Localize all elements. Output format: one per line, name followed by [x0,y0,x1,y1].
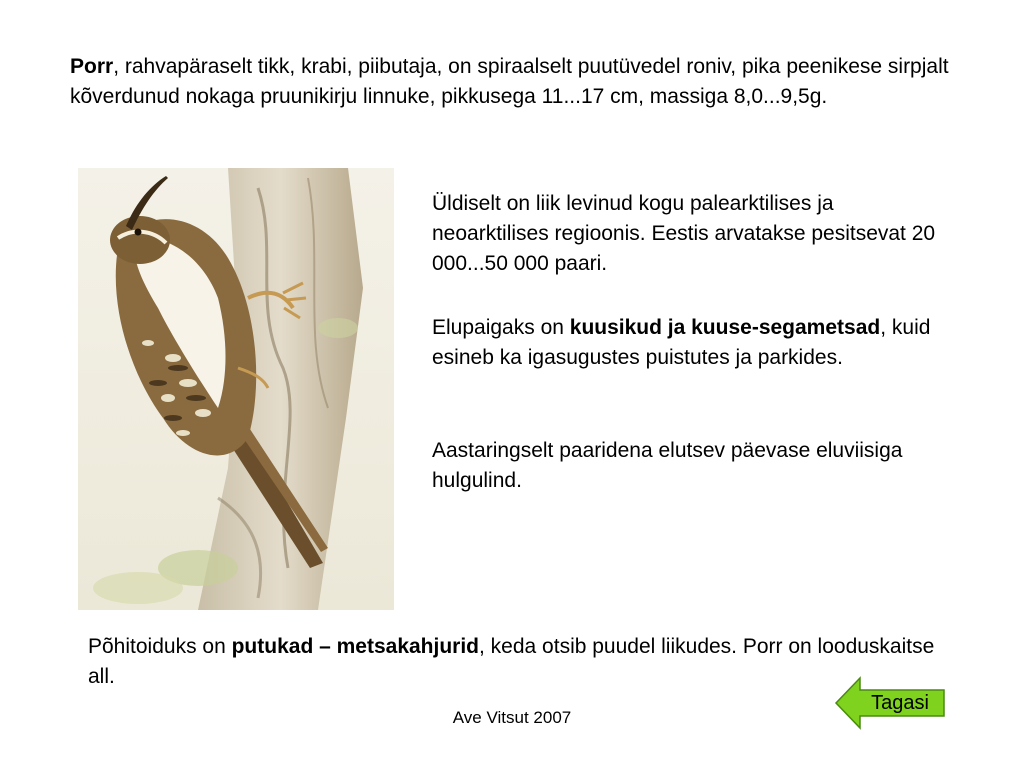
distribution-paragraph: Üldiselt on liik levinud kogu palearktilises ja neoarktilises regioonis. Eestis arvatakse pesitsevat 20 000...50 000 paari. [432,192,936,275]
intro-text: , rahvapäraselt tikk, krabi, piibutaja, on spiraalselt puutüvedel roniv, pika peenikese sirpjalt kõverdunud nokaga pruunikirju linnuke, pikkusega 11...17 cm, massiga 8,0...9,5g. [70,55,949,108]
habitat-suffix: , kuid esineb ka igasugustes puistutes ja parkides. [432,316,931,369]
habitat-prefix: Elupaigaks on [432,316,570,339]
treecreeper-illustration [78,168,394,610]
back-button[interactable] [834,676,946,730]
species-name: Porr [70,55,114,78]
food-bold: putukad – metsakahjurid [231,635,480,658]
food-suffix: , keda otsib puudel liikudes. Porr on looduskaitse all. [88,635,935,688]
habitat-paragraph [432,313,952,373]
intro-paragraph [70,52,950,112]
habitat-bold: kuusikud ja kuuse-segametsad [569,316,881,339]
food-paragraph [88,632,948,692]
author-text: Ave Vitsut 2007 [452,708,572,727]
food-prefix: Põhitoiduks on [88,635,232,658]
back-button-label: Tagasi [871,692,929,714]
lifestyle-paragraph: Aastaringselt paaridena elutsev päevase eluviisiga hulgulind. [432,439,903,492]
